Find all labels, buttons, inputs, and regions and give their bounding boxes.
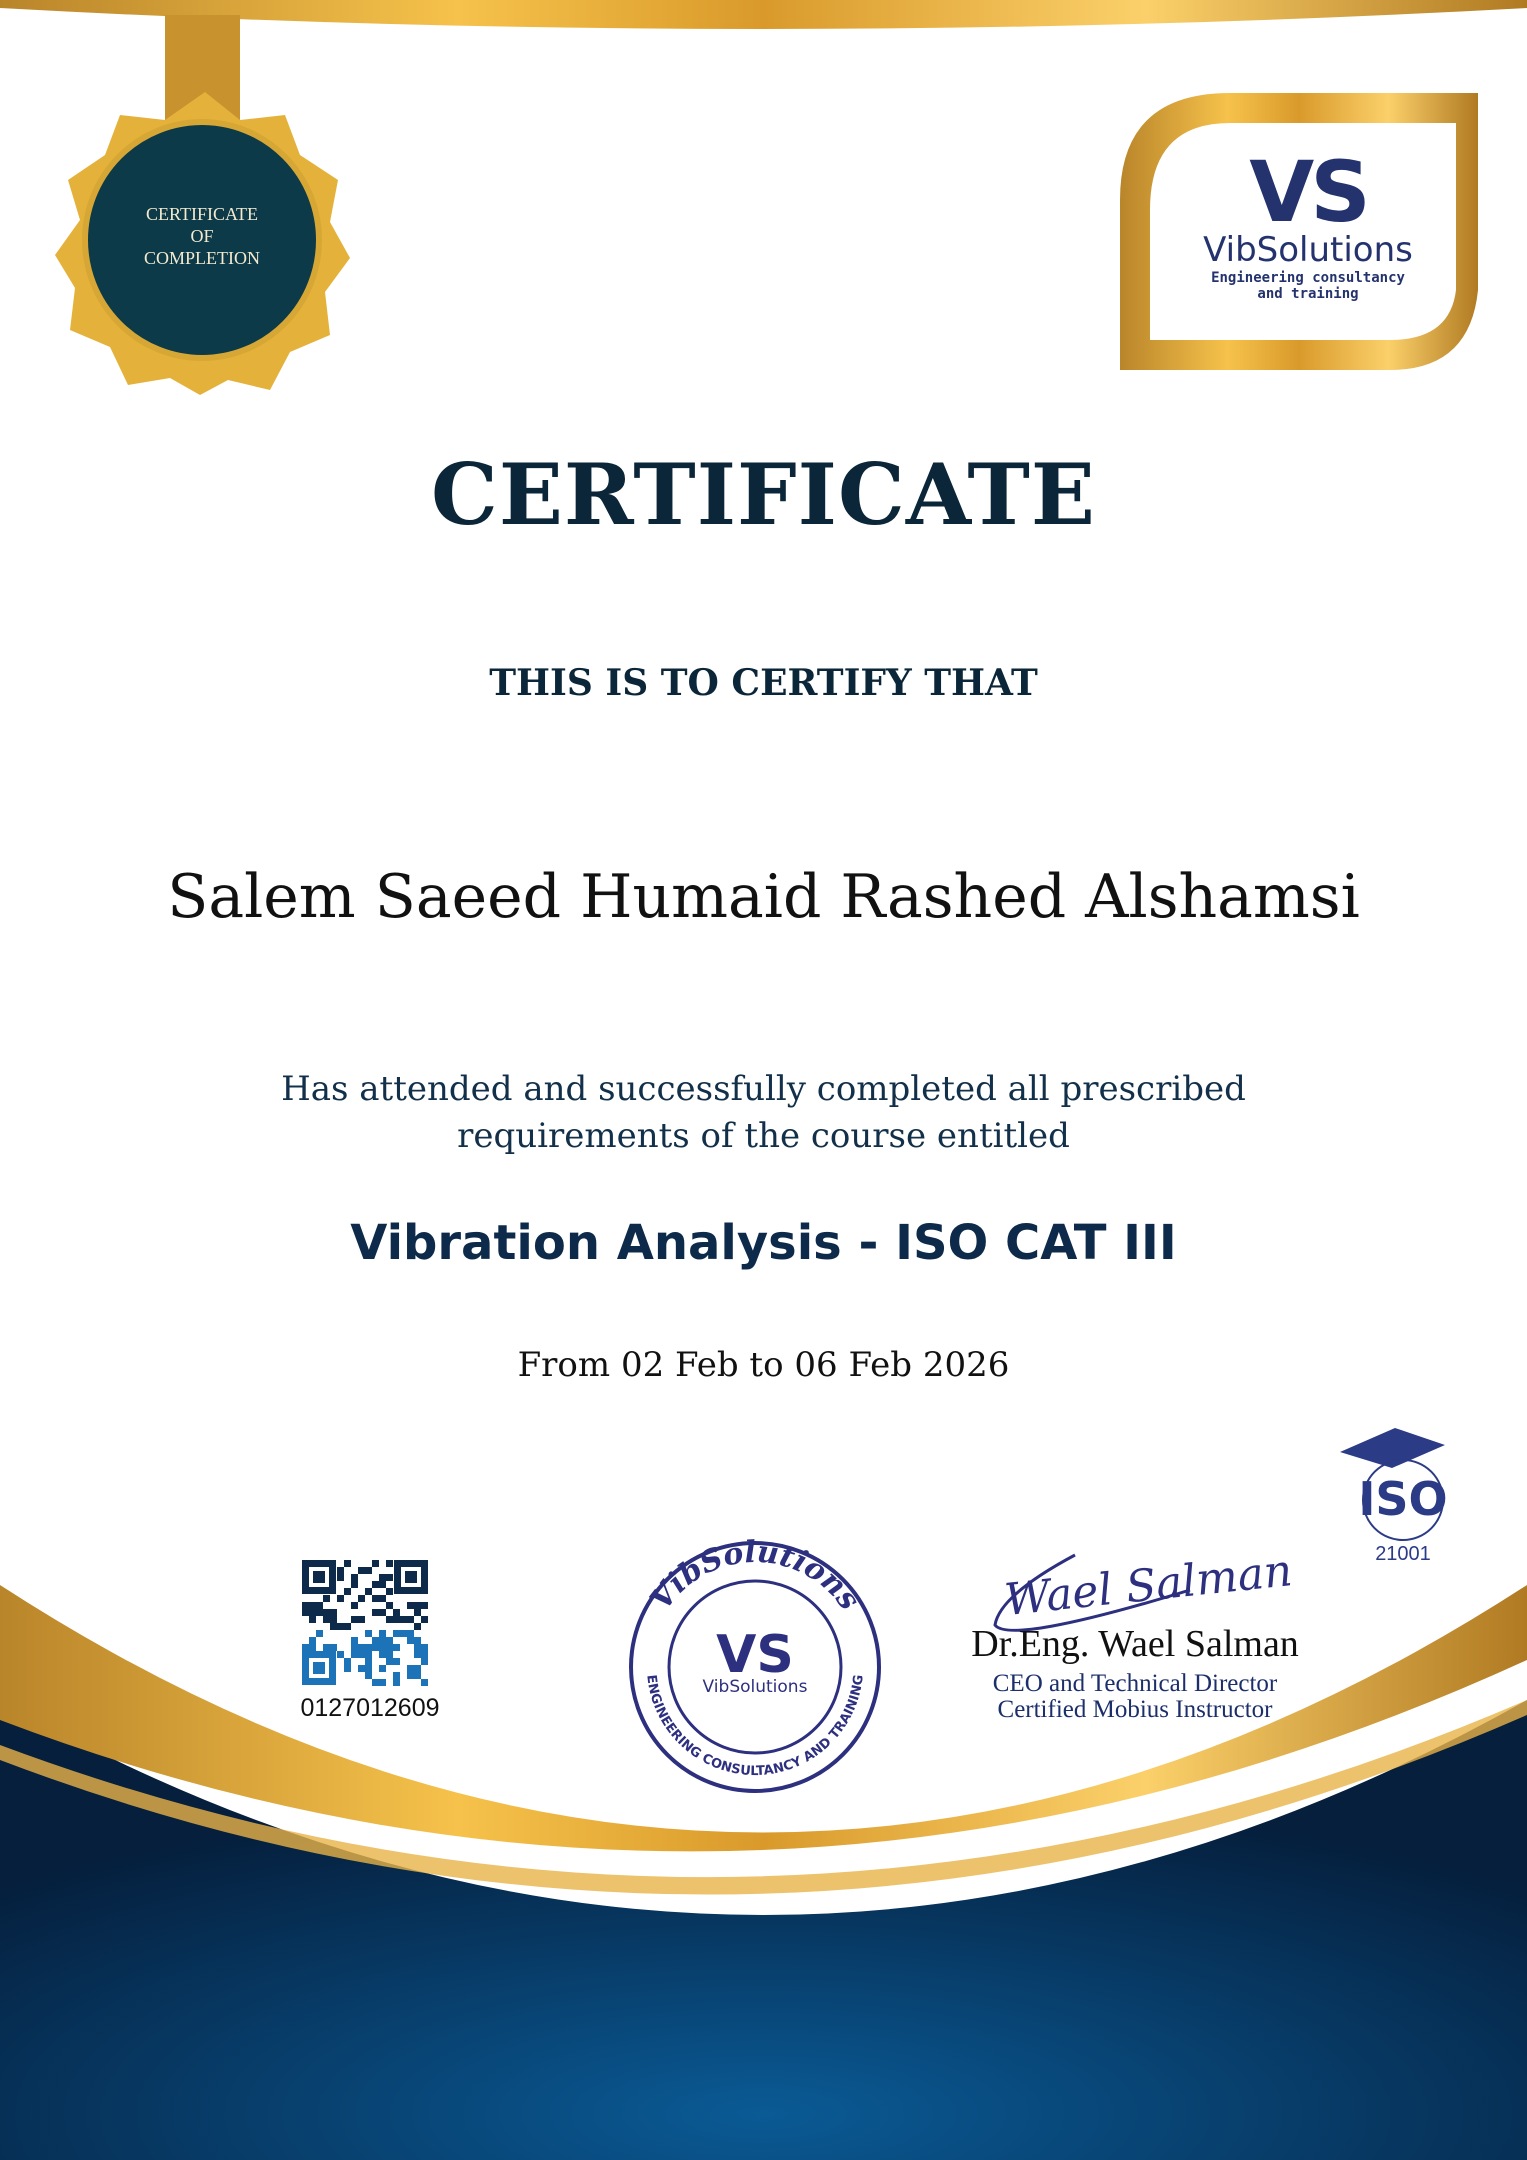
- qr-module: [421, 1616, 428, 1623]
- qr-module: [358, 1595, 365, 1602]
- seal-text: [122, 203, 282, 269]
- qr-module: [365, 1651, 372, 1658]
- stamp-top-text: VibSolutions: [643, 1534, 867, 1617]
- qr-module: [386, 1651, 393, 1658]
- seal-line: COMPLETION: [144, 248, 260, 268]
- qr-module: [421, 1658, 428, 1665]
- qr-module: [379, 1651, 386, 1658]
- qr-module: [365, 1665, 372, 1672]
- logo-tagline: and training: [1257, 286, 1359, 302]
- qr-module: [309, 1602, 316, 1609]
- qr-module: [344, 1560, 351, 1567]
- qr-module: [351, 1637, 358, 1644]
- qr-module: [407, 1602, 414, 1609]
- qr-module: [344, 1658, 351, 1665]
- qr-module: [421, 1644, 428, 1651]
- logo-tagline: Engineering consultancy: [1211, 270, 1405, 286]
- qr-module: [358, 1644, 365, 1651]
- qr-module: [351, 1644, 358, 1651]
- qr-module: [393, 1658, 400, 1665]
- qr-module: [344, 1623, 351, 1630]
- qr-module: [386, 1560, 393, 1567]
- signatory-role: CEO and Technical Director: [992, 1670, 1278, 1697]
- qr-module: [372, 1637, 379, 1644]
- qr-module: [344, 1588, 351, 1595]
- iso-number: 21001: [1375, 1543, 1431, 1565]
- qr-module: [372, 1560, 379, 1567]
- qr-module: [337, 1567, 344, 1574]
- qr-module: [309, 1637, 316, 1644]
- qr-module: [379, 1595, 386, 1602]
- qr-module: [351, 1574, 358, 1581]
- qr-module: [323, 1644, 330, 1651]
- qr-module: [393, 1672, 400, 1679]
- qr-module: [393, 1644, 400, 1651]
- qr-module: [379, 1609, 386, 1616]
- qr-module: [372, 1581, 379, 1588]
- qr-module: [372, 1644, 379, 1651]
- qr-module: [379, 1574, 386, 1581]
- description-line: requirements of the course entitled: [457, 1116, 1070, 1156]
- qr-module: [323, 1609, 330, 1616]
- qr-module: [414, 1609, 421, 1616]
- iso-label: ISO: [1358, 1472, 1448, 1526]
- qr-module: [407, 1672, 414, 1679]
- qr-module: [358, 1665, 365, 1672]
- qr-module: [351, 1651, 358, 1658]
- seal-line: OF: [190, 226, 214, 246]
- qr-module: [372, 1609, 379, 1616]
- qr-module: [379, 1630, 386, 1637]
- signatory-name: Dr.Eng. Wael Salman: [971, 1623, 1299, 1665]
- qr-module: [407, 1616, 414, 1623]
- qr-module: [393, 1616, 400, 1623]
- qr-module: [337, 1651, 344, 1658]
- completion-description: [0, 1066, 1527, 1160]
- qr-module: [372, 1679, 379, 1686]
- seal-line: CERTIFICATE: [146, 204, 258, 224]
- qr-module: [414, 1672, 421, 1679]
- qr-module: [323, 1595, 330, 1602]
- qr-module: [316, 1630, 323, 1637]
- qr-module: [379, 1637, 386, 1644]
- course-title: Vibration Analysis - ISO CAT III: [350, 1215, 1177, 1271]
- qr-module: [379, 1679, 386, 1686]
- certify-heading: THIS IS TO CERTIFY THAT: [489, 662, 1038, 704]
- qr-module: [386, 1658, 393, 1665]
- qr-module: [330, 1623, 337, 1630]
- qr-module: [414, 1637, 421, 1644]
- qr-module: [330, 1609, 337, 1616]
- qr-module: [344, 1665, 351, 1672]
- qr-module: [302, 1609, 309, 1616]
- qr-module: [407, 1665, 414, 1672]
- qr-module: [365, 1644, 372, 1651]
- qr-module: [407, 1637, 414, 1644]
- qr-module: [365, 1630, 372, 1637]
- qr-module: [302, 1602, 309, 1609]
- qr-code: [302, 1560, 428, 1686]
- qr-module: [386, 1574, 393, 1581]
- signatory-credential: Certified Mobius Instructor: [997, 1696, 1273, 1723]
- qr-module: [351, 1616, 358, 1623]
- qr-module: [309, 1644, 316, 1651]
- qr-module: [379, 1581, 386, 1588]
- logo-name: VibSolutions: [1203, 230, 1413, 270]
- recipient-name: Salem Saeed Humaid Rashed Alshamsi: [167, 862, 1360, 932]
- qr-module: [365, 1567, 372, 1574]
- qr-module: [414, 1644, 421, 1651]
- qr-module: [337, 1623, 344, 1630]
- qr-module: [309, 1616, 316, 1623]
- qr-module: [421, 1602, 428, 1609]
- qr-module: [386, 1644, 393, 1651]
- qr-module: [393, 1609, 400, 1616]
- qr-number: 0127012609: [300, 1694, 440, 1722]
- qr-module: [330, 1644, 337, 1651]
- qr-module: [365, 1658, 372, 1665]
- qr-module: [358, 1651, 365, 1658]
- qr-module: [421, 1651, 428, 1658]
- qr-module: [414, 1651, 421, 1658]
- stamp-mark: VS: [716, 1625, 794, 1685]
- company-logo: [1160, 143, 1456, 302]
- qr-module: [316, 1609, 323, 1616]
- qr-module: [421, 1679, 428, 1686]
- qr-module: [365, 1672, 372, 1679]
- qr-module: [400, 1616, 407, 1623]
- stamp-bottom-text: ENGINEERING CONSULTANCY AND TRAINING: [643, 1673, 867, 1780]
- page-title: CERTIFICATE: [431, 445, 1096, 544]
- qr-module: [414, 1602, 421, 1609]
- qr-module: [351, 1581, 358, 1588]
- qr-module: [372, 1595, 379, 1602]
- logo-mark: VS: [1249, 143, 1367, 241]
- qr-module: [358, 1616, 365, 1623]
- qr-module: [358, 1567, 365, 1574]
- qr-module: [386, 1616, 393, 1623]
- qr-module: [407, 1630, 414, 1637]
- signature-text: Wael Salman: [1002, 1545, 1295, 1627]
- qr-module: [379, 1644, 386, 1651]
- qr-module: [414, 1665, 421, 1672]
- qr-module: [379, 1665, 386, 1672]
- qr-module: [337, 1574, 344, 1581]
- qr-module: [400, 1630, 407, 1637]
- qr-module: [351, 1602, 358, 1609]
- stamp-name: VibSolutions: [702, 1677, 808, 1697]
- qr-module: [337, 1595, 344, 1602]
- course-dates: From 02 Feb to 06 Feb 2026: [517, 1345, 1010, 1385]
- qr-module: [386, 1588, 393, 1595]
- qr-module: [323, 1616, 330, 1623]
- qr-module: [393, 1630, 400, 1637]
- qr-module: [365, 1588, 372, 1595]
- qr-module: [386, 1637, 393, 1644]
- qr-module: [393, 1679, 400, 1686]
- qr-module: [309, 1609, 316, 1616]
- qr-module: [414, 1623, 421, 1630]
- qr-module: [330, 1616, 337, 1623]
- qr-module: [316, 1602, 323, 1609]
- qr-module: [302, 1644, 309, 1651]
- qr-module: [386, 1602, 393, 1609]
- description-line: Has attended and successfully completed all prescribed: [281, 1069, 1246, 1109]
